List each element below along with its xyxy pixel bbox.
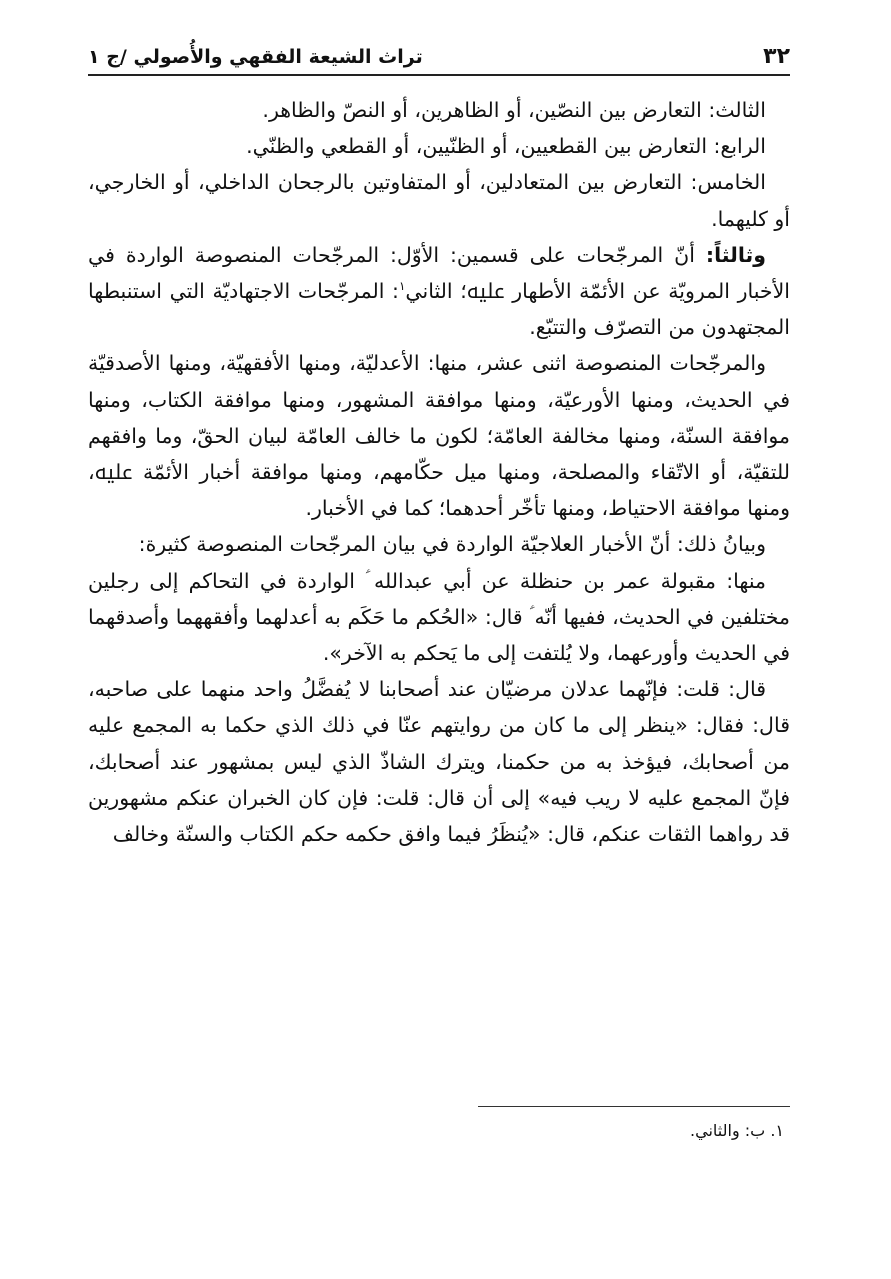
paragraph-textual-preferences [88,345,790,526]
paragraph-text: أنّ المرجّحات على قسمين: الأوّل: المرجّحات المنصوصة الواردة في الأخبار المرويّة عن الأئمّة الأطهار ﷷ؛ الثاني [88,242,790,304]
paragraph-text: الثالث: التعارض بين النصّين، أو الظاهرين، أو النصّ والظاهر. [262,98,766,122]
footnote-text: ب: والثاني. [690,1121,766,1140]
page-number: ٣٢ [763,44,790,69]
main-text [88,92,790,852]
paragraph-text: والمرجّحات المنصوصة اثنى عشر، منها: الأعدليّة، ومنها الأفقهيّة، ومنها الأصدقيّة في الحديث، ومنها الأورعيّة، ومنها موافقة المشهور، ومنها موافقة الكتاب، ومنها موافقة السنّة، ومنها مخالفة العامّة؛ لكون ما خالف العامّة لبيان الحقّ، وما وافقهم للتقيّة، أو الاتّقاء والمصلحة، ومنها ميل حكّامهم، ومنها موافقة أخبار الأئمّة ﷷ، ومنها موافقة الاحتياط، ومنها تأخّر أحدهما؛ كما في الأخبار. [88,351,790,521]
paragraph-text: الرابع: التعارض بين القطعيين، أو الظنّيين، أو القطعي والظنّي. [246,134,766,159]
paragraph-fifth-type [88,164,790,236]
paragraph-text: قال: قلت: فإنّهما عدلان مرضيّان عند أصحابنا لا يُفضَّلُ واحد منهما على صاحبه، قال: فقال: «ينظر إلى ما كان من روايتهم عنّا في ذلك الذي حكما به المجمع عليه من أصحابك، فيؤخذ به من حكمنا، ويترك الشاذّ الذي ليس بمشهور عند أصحابك، فإنّ المجمع عليه لا ريب فيه» إلى أن قال: قلت: فإن كان الخبران عنكم مشهورين قد رواهما الثقات عنكم، قال: «يُنظَرُ فيما وافق حكمه حكم الكتاب والسنّة وخالف [88,677,790,847]
running-title: تراث الشيعة الفقهي والأُصولي /ج ١ [88,46,423,68]
footnotes [88,1118,790,1144]
footnote-item [88,1118,790,1144]
footnote-divider [478,1106,790,1107]
paragraph-text: منها: مقبولة عمر بن حنظلة عن أبي عبدالله ؑ الواردة في التحاكم إلى رجلين مختلفين في الحديث، ففيها أنّه ؑ قال: «الحُكم ما حَكَم به أعدلهما وأفقههما وأصدقهما في الحديث وأورعهما، ولا يُلتفت إلى ما يَحكم به الآخر». [88,568,790,666]
book-page [88,0,790,1279]
paragraph-maqbula [88,563,790,672]
paragraph-third-type [88,92,790,128]
paragraph-text-continued: : المرجّحات الاجتهاديّة التي استنبطها المجتهدون من التصرّف والتتبّع. [88,279,790,340]
paragraph-thirdly [88,237,790,346]
paragraph-dialogue [88,671,790,852]
paragraph-text: الخامس: التعارض بين المتعادلين، أو المتفاوتين بالرجحان الداخلي، أو الخارجي، أو كليهما. [88,170,790,231]
paragraph-fourth-type [88,128,790,164]
paragraph-text: وبيانُ ذلك: أنّ الأخبار العلاجيّة الواردة في بيان المرجّحات المنصوصة كثيرة: [138,532,766,557]
footnote-reference[interactable]: ١ [398,279,406,294]
paragraph-lead: وثالثاً: [705,242,766,267]
footnote-number: ١. [770,1121,784,1140]
paragraph-explanation [88,526,790,562]
page-header [88,32,790,76]
